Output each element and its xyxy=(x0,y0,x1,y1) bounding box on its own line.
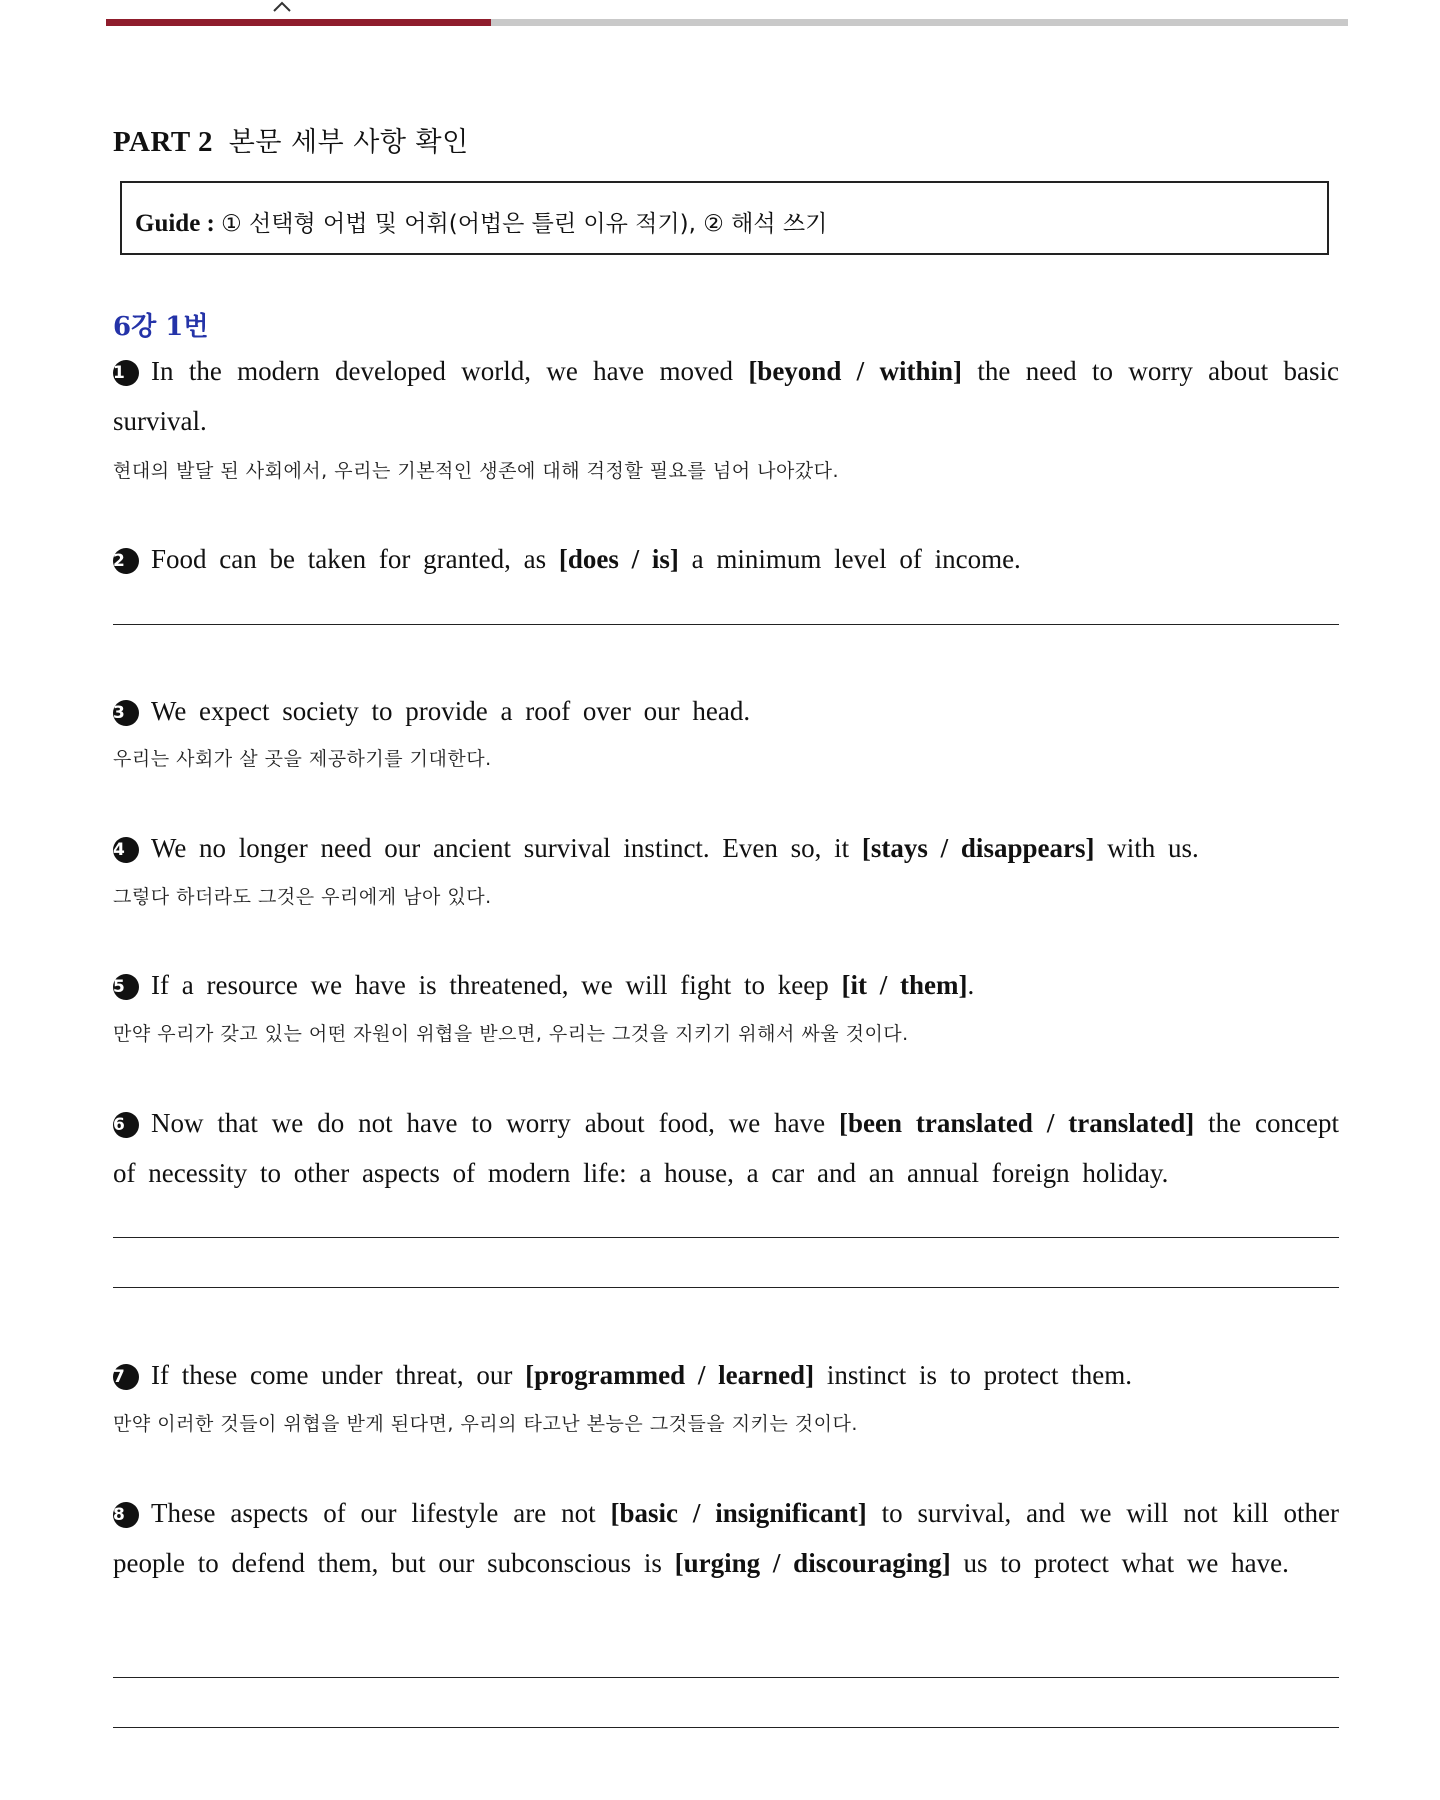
sentence-text: instinct is to protect them. xyxy=(814,1360,1133,1390)
sentence-text: Now that we do not have to worry about food, we have xyxy=(151,1108,840,1138)
item-1-translation: 현대의 발달 된 사회에서, 우리는 기본적인 생존에 대해 걱정할 필요를 넘어 나아갔다. xyxy=(113,460,840,482)
sentence-text: a minimum level of income. xyxy=(678,544,1021,574)
sentence-text: If a resource we have is threatened, we will fight to keep xyxy=(151,970,842,1000)
choice-bracket: [basic / insignificant] xyxy=(610,1498,867,1528)
item-7-sentence xyxy=(113,1350,1339,1400)
item-number-badge: 1 xyxy=(113,360,139,386)
part-title: 본문 세부 사항 확인 xyxy=(228,127,469,158)
item-7-translation: 만약 이러한 것들이 위협을 받게 된다면, 우리의 타고난 본능은 그것들을 지키는 것이다. xyxy=(113,1413,858,1435)
sentence-text: These aspects of our lifestyle are not xyxy=(151,1498,611,1528)
guide-box xyxy=(120,181,1329,255)
item-number-badge: 3 xyxy=(113,700,139,726)
part-heading xyxy=(113,120,469,159)
answer-line[interactable] xyxy=(113,624,1339,625)
choice-bracket: [beyond / within] xyxy=(748,356,963,386)
item-2-sentence xyxy=(113,534,1339,584)
item-number-badge: 7 xyxy=(113,1364,139,1390)
item-8-sentence xyxy=(113,1488,1339,1588)
sentence-text: In the modern developed world, we have moved xyxy=(151,356,749,386)
choice-bracket: [been translated / translated] xyxy=(839,1108,1195,1138)
sentence-text: with us. xyxy=(1094,833,1199,863)
chevron-up-icon[interactable] xyxy=(272,0,292,12)
page-progress-bar xyxy=(106,19,1348,26)
part-label: PART 2 xyxy=(113,126,213,158)
item-4-sentence xyxy=(113,823,1339,873)
item-6-sentence xyxy=(113,1098,1339,1198)
sentence-text: We expect society to provide a roof over our head. xyxy=(151,696,751,726)
item-5-translation: 만약 우리가 갖고 있는 어떤 자원이 위협을 받으면, 우리는 그것을 지키기 위해서 싸울 것이다. xyxy=(113,1023,909,1045)
choice-bracket: [programmed / learned] xyxy=(525,1360,815,1390)
sentence-text: If these come under threat, our xyxy=(151,1360,526,1390)
sentence-text: Food can be taken for granted, as xyxy=(151,544,559,574)
sentence-text: to survival, and we will not kill other people to defend them, but our subconscious is xyxy=(113,1498,1339,1578)
progress-fill xyxy=(106,19,491,26)
sentence-text: We no longer need our ancient survival instinct. Even so, it xyxy=(151,833,862,863)
item-1-sentence xyxy=(113,346,1339,446)
guide-content xyxy=(135,205,827,238)
item-number-badge: 4 xyxy=(113,837,139,863)
sentence-text: us to protect what we have. xyxy=(950,1548,1289,1578)
sentence-text: the need to worry about basic survival. xyxy=(113,356,1339,436)
lesson-title: 6강 1번 xyxy=(113,312,209,342)
item-number-badge: 6 xyxy=(113,1112,139,1138)
item-number-badge: 8 xyxy=(113,1502,139,1528)
sentence-text: the concept of necessity to other aspects of modern life: a house, a car and an annual foreign holiday. xyxy=(113,1108,1339,1188)
answer-line[interactable] xyxy=(113,1237,1339,1238)
choice-bracket: [stays / disappears] xyxy=(861,833,1095,863)
choice-bracket: [urging / discouraging] xyxy=(674,1548,951,1578)
choice-bracket: [it / them] xyxy=(841,970,968,1000)
choice-bracket: [does / is] xyxy=(558,544,679,574)
answer-line[interactable] xyxy=(113,1727,1339,1728)
guide-text: ① 선택형 어법 및 어휘(어법은 틀린 이유 적기), ② 해석 쓰기 xyxy=(221,211,828,237)
item-4-translation: 그렇다 하더라도 그것은 우리에게 남아 있다. xyxy=(113,886,492,908)
item-number-badge: 5 xyxy=(113,974,139,1000)
item-3-translation: 우리는 사회가 살 곳을 제공하기를 기대한다. xyxy=(113,748,492,770)
answer-line[interactable] xyxy=(113,1287,1339,1288)
item-3-sentence xyxy=(113,686,1339,736)
guide-label: Guide : xyxy=(135,210,215,237)
item-number-badge: 2 xyxy=(113,548,139,574)
sentence-text: . xyxy=(967,970,975,1000)
item-5-sentence xyxy=(113,960,1339,1010)
answer-line[interactable] xyxy=(113,1677,1339,1678)
